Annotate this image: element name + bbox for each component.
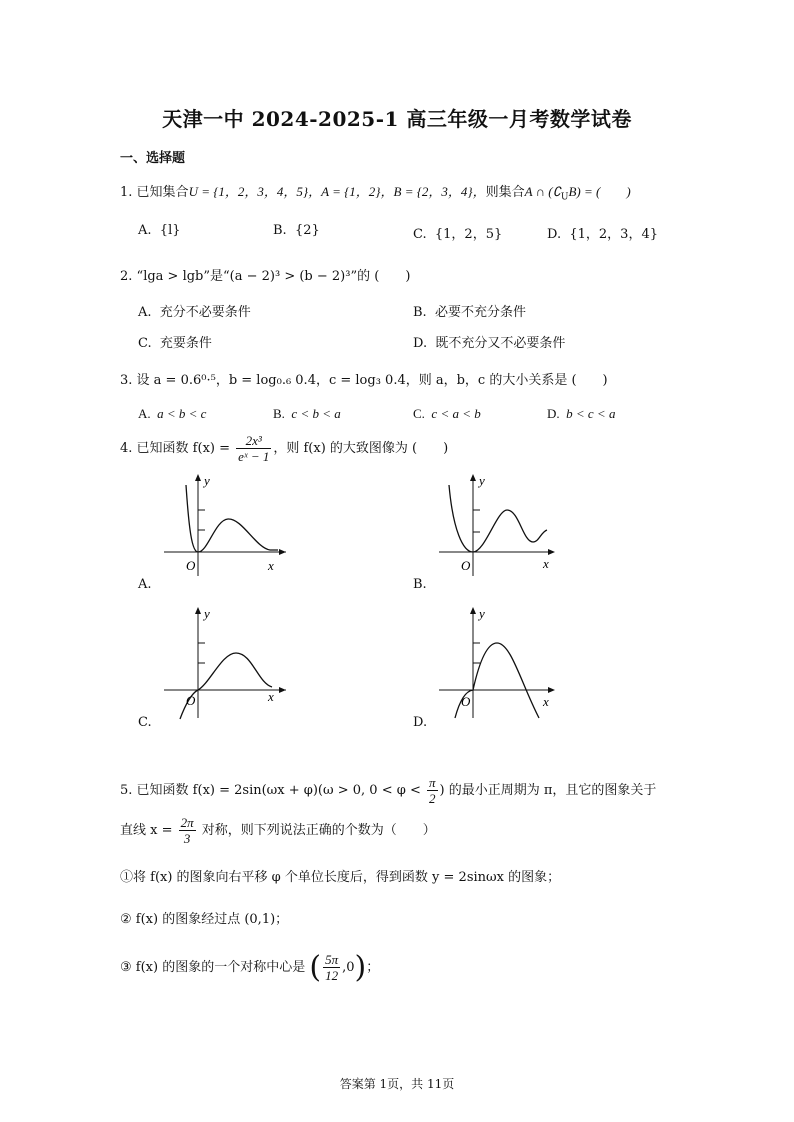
graph-c[interactable] <box>160 603 290 723</box>
graph-a[interactable] <box>160 470 290 580</box>
option-text: {2} <box>294 223 320 238</box>
q5-statement-1: ①将 f(x) 的图象向右平移 φ 个单位长度后，得到函数 y = 2sinωx 的图象； <box>120 870 561 885</box>
q1-option-a[interactable] <box>138 223 181 238</box>
function-curve <box>186 485 278 552</box>
option-label: C. <box>138 336 152 351</box>
option-label: A. <box>138 305 152 320</box>
set-u: U = {1，2，3，4，5}， <box>188 184 322 199</box>
five-pi-over-12-fraction <box>323 952 340 983</box>
x-axis-arrow-icon <box>548 549 555 555</box>
y-axis-label: y <box>204 606 210 621</box>
question-4-stem <box>120 433 448 464</box>
stem-text: 设 a = 0.6⁰·⁵，b = log₀.₆ 0.4，c = log₃ 0.4，则 a，b，c 的大小关系是 ( ) <box>136 373 608 388</box>
y-axis-arrow-icon <box>195 607 201 614</box>
x-axis-label: x <box>543 556 549 571</box>
set-expression-end: B) = ( ) <box>568 184 631 199</box>
option-text: c < a < b <box>431 406 481 421</box>
option-text: 充分不必要条件 <box>159 305 251 320</box>
q1-option-b[interactable] <box>273 223 320 238</box>
graph-d-label: D. <box>413 715 428 730</box>
fraction-numerator: 5π <box>325 952 339 967</box>
stem-text: 对称，则下列说法正确的个数为（ ） <box>201 823 436 838</box>
fraction-denominator: 12 <box>325 968 339 983</box>
stem-text: ； <box>366 960 380 975</box>
stem-text: 已知函数 f(x) = <box>136 441 230 456</box>
question-5-line-2 <box>120 815 436 846</box>
stem-text: 直线 x = <box>120 823 173 838</box>
exam-title: 天津一中 2024-2025-1 高三年级一月考数学试卷 <box>162 107 632 131</box>
option-text: a < b < c <box>157 406 207 421</box>
question-3-stem <box>120 369 608 388</box>
page-footer: 答案第 1页，共 11页 <box>339 1077 455 1091</box>
x-axis-arrow-icon <box>548 687 555 693</box>
function-fraction <box>236 433 271 464</box>
option-text: c < b < a <box>291 406 341 421</box>
y-axis-label: y <box>479 606 485 621</box>
question-number: 3. <box>120 373 133 388</box>
x-axis-label: x <box>268 558 274 573</box>
option-label: D. <box>413 336 428 351</box>
origin-label: O <box>186 693 196 708</box>
option-text: 充要条件 <box>159 336 212 351</box>
option-label: B. <box>413 305 427 320</box>
function-curve <box>449 485 547 552</box>
graph-b[interactable] <box>435 470 565 580</box>
fraction-numerator: π <box>429 775 436 790</box>
pi-over-2-fraction <box>427 775 438 806</box>
q1-option-c[interactable] <box>413 223 502 242</box>
section-heading: 一、选择题 <box>120 151 186 166</box>
graph-d[interactable] <box>435 603 565 723</box>
complement-subscript: U <box>560 192 569 203</box>
question-number: 2. <box>120 269 133 284</box>
stem-text: ，则 f(x) 的大致图像为 ( ) <box>273 441 449 456</box>
option-text: {1，2，5} <box>434 227 503 242</box>
right-paren: ) <box>354 950 367 985</box>
function-curve <box>180 653 272 719</box>
y-axis-label: y <box>204 473 210 488</box>
graph-c-label: C. <box>138 715 152 730</box>
question-number: 4. <box>120 441 133 456</box>
origin-label: O <box>461 558 471 573</box>
x-axis-label: x <box>543 694 549 709</box>
option-text: 既不充分又不必要条件 <box>435 336 566 351</box>
fraction-numerator: 2x³ <box>236 433 271 449</box>
option-label: D. <box>547 227 562 242</box>
q3-option-b[interactable] <box>273 406 341 422</box>
set-expression: A ∩ (∁ <box>524 184 561 199</box>
fraction-denominator: eˣ − 1 <box>238 449 270 464</box>
q2-option-c[interactable] <box>138 332 212 351</box>
q2-option-b[interactable] <box>413 301 526 320</box>
set-b: B = {2，3，4}， <box>393 184 486 199</box>
option-text: b < c < a <box>566 406 616 421</box>
option-label: B. <box>273 223 287 238</box>
option-label: D. <box>547 406 560 421</box>
option-text: 必要不充分条件 <box>434 305 526 320</box>
origin-label: O <box>461 694 471 709</box>
q5-statement-3 <box>120 950 379 985</box>
option-label: A. <box>138 223 152 238</box>
x-axis-label: x <box>268 689 274 704</box>
q3-option-c[interactable] <box>413 406 481 422</box>
y-axis-arrow-icon <box>470 474 476 481</box>
option-label: A. <box>138 406 151 421</box>
origin-label: O <box>186 558 196 573</box>
stem-text: ③ f(x) 的图象的一个对称中心是 <box>120 960 306 975</box>
q5-statement-2: ② f(x) 的图象经过点 (0,1)； <box>120 912 289 927</box>
fraction-numerator: 2π <box>180 815 194 830</box>
stem-text: 已知集合 <box>136 185 189 200</box>
left-paren: ( <box>309 950 322 985</box>
question-number: 1. <box>120 185 133 200</box>
q3-option-a[interactable] <box>138 406 206 422</box>
option-label: C. <box>413 227 427 242</box>
y-axis-label: y <box>479 473 485 488</box>
stem-text: 则集合 <box>485 185 525 200</box>
point-y-coordinate: ,0 <box>342 960 355 975</box>
question-5-line-1 <box>120 775 656 806</box>
fraction-denominator: 2 <box>429 791 436 806</box>
option-text: {1，2，3，4} <box>569 227 658 242</box>
q2-option-d[interactable] <box>413 332 565 351</box>
question-1-stem <box>120 181 631 203</box>
graph-a-label: A. <box>138 577 152 592</box>
q3-option-d[interactable] <box>547 406 615 422</box>
option-text: {l} <box>159 223 181 238</box>
y-axis-arrow-icon <box>470 607 476 614</box>
x-axis-arrow-icon <box>279 549 286 555</box>
stem-text: “lga > lgb”是“(a − 2)³ > (b − 2)³”的 ( ) <box>136 269 411 284</box>
x-axis-arrow-icon <box>279 687 286 693</box>
fraction-denominator: 3 <box>183 831 191 846</box>
stem-text: 已知函数 f(x) = 2sin(ωx + φ)(ω > 0, 0 < φ < <box>136 783 421 798</box>
graph-b-label: B. <box>413 577 427 592</box>
set-a: A = {1，2}， <box>321 184 394 199</box>
option-label: B. <box>273 406 285 421</box>
two-pi-over-3-fraction <box>179 815 196 846</box>
question-2-stem <box>120 265 410 284</box>
option-label: C. <box>413 406 425 421</box>
q2-option-a[interactable] <box>138 301 251 320</box>
stem-text: ) 的最小正周期为 π，且它的图象关于 <box>439 783 657 798</box>
q1-option-d[interactable] <box>547 223 658 242</box>
y-axis-arrow-icon <box>195 474 201 481</box>
question-number: 5. <box>120 783 133 798</box>
